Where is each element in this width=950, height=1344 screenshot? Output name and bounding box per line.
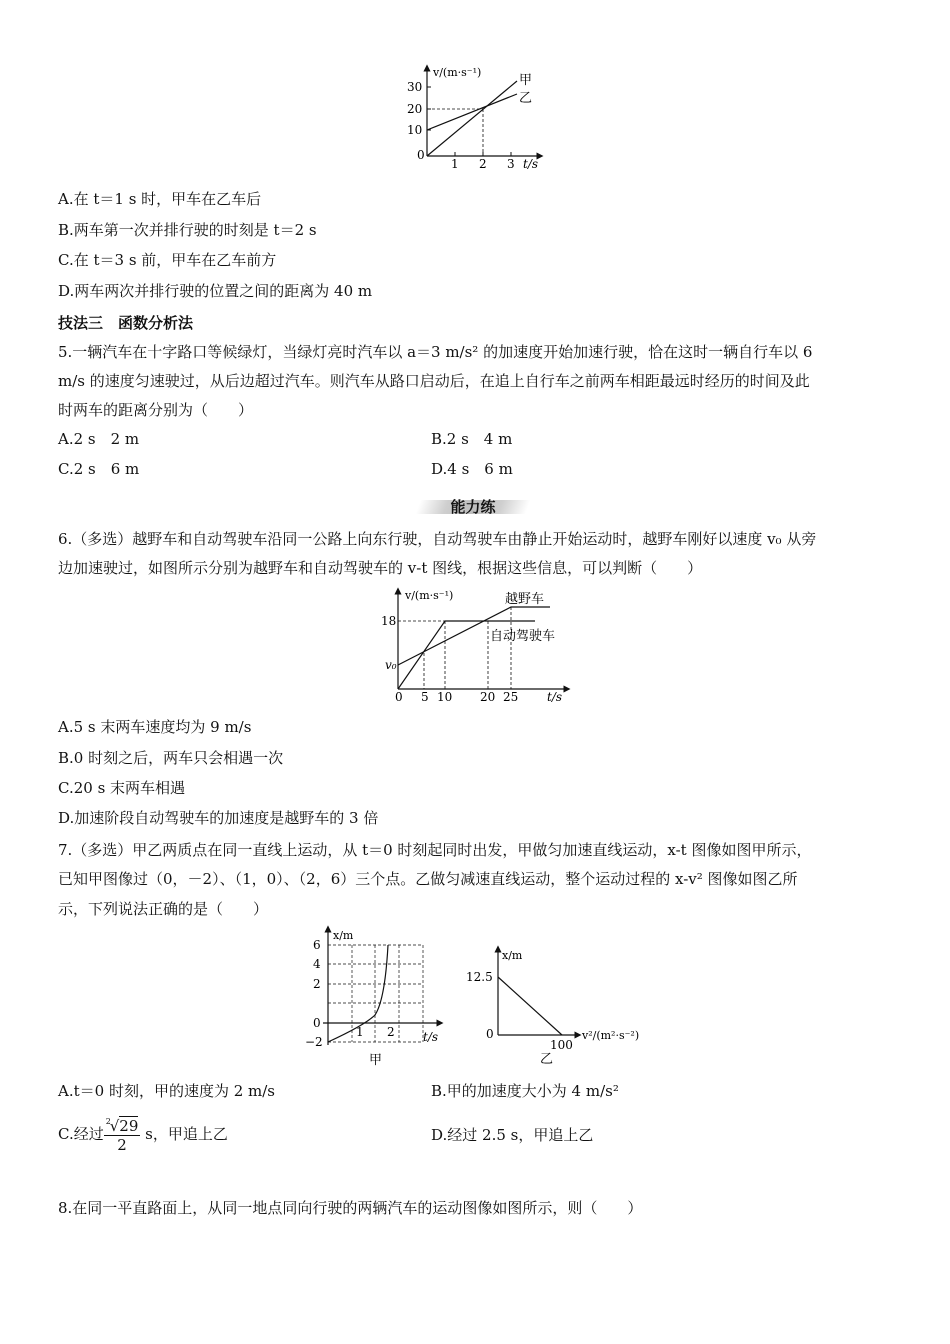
x-tick-2: 2 [387,1025,395,1039]
y-axis-label: x/m [502,949,523,962]
figure-3-xt-graph-jia [305,925,455,1070]
y-tick-4: 4 [313,957,321,971]
y-tick-0: 0 [313,1016,321,1030]
y-tick-v0: v₀ [385,658,397,672]
q6-option-c: C.20 s 末两车相遇 [58,779,186,797]
y-tick-2: 2 [313,977,321,991]
q4-option-b: B.两车第一次并排行驶的时刻是 t＝2 s [58,221,317,239]
y-tick-12-5: 12.5 [466,970,493,984]
q4-option-a: A.在 t＝1 s 时，甲车在乙车后 [58,190,262,208]
q7-stem-line-1: 7.（多选）甲乙两质点在同一直线上运动，从 t＝0 时刻起同时出发，甲做匀加速直线运动，x-t 图像如图甲所示， [58,841,812,859]
radicand: 29 [119,1116,139,1135]
y-tick-10: 10 [407,123,423,137]
q7-option-b: B.甲的加速度大小为 4 m/s² [431,1082,619,1100]
q5-option-d: D.4 s 6 m [431,460,513,478]
banner-label: 能力练 [450,498,496,516]
y-axis-label: v/(m·s⁻¹) [405,589,454,602]
root-index: 2 [105,1116,111,1126]
label-yi: 乙 [519,91,533,106]
y-tick-6: 6 [313,938,321,952]
q7-option-d: D.经过 2.5 s，甲追上乙 [431,1126,594,1144]
q7-option-c-prefix: C.经过 [58,1125,104,1143]
caption-jia: 甲 [369,1053,383,1068]
x-tick-3: 3 [507,157,515,171]
y-axis-label: x/m [333,929,354,942]
x-tick-10: 10 [437,690,453,704]
label-auto-drive: 自动驾驶车 [490,629,556,644]
q7-stem-line-3: 示，下列说法正确的是（ ） [58,900,269,918]
label-offroad: 越野车 [505,592,545,607]
q6-option-d: D.加速阶段自动驾驶车的加速度是越野车的 3 倍 [58,809,379,827]
y-tick-20: 20 [407,102,423,116]
caption-yi: 乙 [540,1052,554,1065]
x-axis-label: t/s [423,1030,439,1044]
y-axis-label: v/(m·s⁻¹) [433,66,482,79]
label-jia: 甲 [519,73,533,88]
x-tick-1: 1 [451,157,459,171]
q6-option-a: A.5 s 末两车速度均为 9 m/s [58,718,252,736]
ability-practice-banner [418,496,528,518]
x-tick-25: 25 [503,690,519,704]
curve-jia [328,945,388,1042]
x-tick-1: 1 [356,1025,364,1039]
origin-label: 0 [417,148,425,162]
origin-label: 0 [486,1027,494,1041]
x-tick-100: 100 [550,1038,573,1052]
q6-stem-line-2: 边加速驶过，如图所示分别为越野车和自动驾驶车的 v-t 图线，根据这些信息，可以判断（ ） [58,559,703,577]
q5-stem-line-3: 时两车的距离分别为（ ） [58,401,254,419]
line-yi [427,94,517,130]
figure-1-vt-graph [395,60,555,175]
q5-stem-line-1: 5.一辆汽车在十字路口等候绿灯，当绿灯亮时汽车以 a＝3 m/s² 的加速度开始加速行驶，恰在这时一辆自行车以 6 [58,343,813,361]
q7-option-c [58,1112,228,1156]
section-3-title: 技法三 函数分析法 [58,314,194,332]
x-axis-label: v²/(m²·s⁻²) [582,1029,640,1042]
origin-label: 0 [395,690,403,704]
x-tick-2: 2 [479,157,487,171]
line-jia [427,81,517,156]
figure-2-vt-graph [355,585,580,705]
q7-option-a: A.t＝0 时刻，甲的速度为 2 m/s [58,1082,275,1100]
q4-option-c: C.在 t＝3 s 前，甲车在乙车前方 [58,251,277,269]
y-tick-18: 18 [381,614,397,628]
q4-option-d: D.两车两次并排行驶的位置之间的距离为 40 m [58,282,373,300]
q7-option-c-suffix: s，甲追上乙 [140,1125,228,1143]
x-tick-5: 5 [421,690,429,704]
q6-stem-line-1: 6.（多选）越野车和自动驾驶车沿同一公路上向东行驶，自动驾驶车由静止开始运动时，越野车刚好以速度 v₀ 从旁 [58,530,817,548]
q6-option-b: B.0 时刻之后，两车只会相遇一次 [58,749,284,767]
fraction: 2 √29 2 [104,1117,141,1154]
q7-stem-line-2: 已知甲图像过（0，－2）、（1，0）、（2，6）三个点。乙做匀减速直线运动，整个运动过程的 x-v² 图像如图乙所 [58,870,798,888]
q5-stem-line-2: m/s 的速度匀速驶过，从后边超过汽车。则汽车从路口启动后，在追上自行车之前两车相距最远时经历的时间及此 [58,372,810,390]
q5-option-c: C.2 s 6 m [58,460,140,478]
q5-option-b: B.2 s 4 m [431,430,513,448]
denominator: 2 [117,1135,127,1154]
x-tick-20: 20 [480,690,496,704]
line-yi [498,977,562,1035]
q5-option-a: A.2 s 2 m [58,430,140,448]
x-axis-label: t/s [523,157,539,171]
figure-4-xv2-graph-yi [460,945,650,1065]
y-tick-neg2: −2 [305,1035,323,1049]
y-tick-30: 30 [407,80,423,94]
q8-stem-line-1: 8.在同一平直路面上，从同一地点同向行驶的两辆汽车的运动图像如图所示，则（ ） [58,1199,643,1217]
x-axis-label: t/s [547,690,563,704]
